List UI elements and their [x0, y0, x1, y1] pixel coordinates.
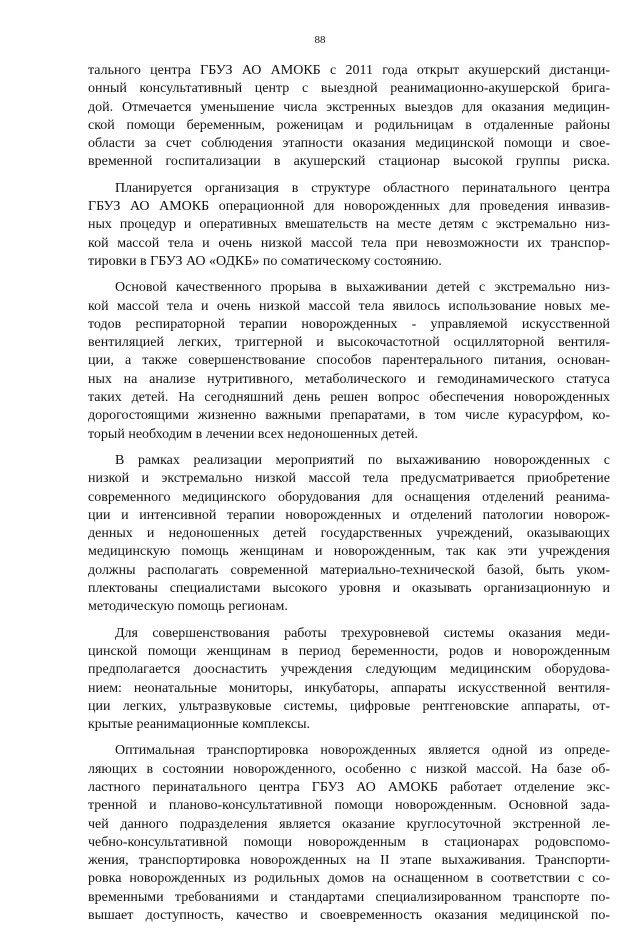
text-line: кой массой тела и очень низкой массой тела явилось использование новых ме-	[88, 298, 610, 314]
text-line: плектованы специалистами высокого уровня и оказывать организационную и	[88, 581, 610, 597]
text-line: дой. Отмечается уменьшение числа экстренных выездов для оказания медицин-	[88, 99, 610, 115]
page-number: 88	[314, 34, 326, 46]
text-line: Планируется организация в структуре областного перинатального центра	[115, 180, 610, 196]
text-line: тировки в ГБУЗ АО «ОДКБ» по соматическому состоянию.	[88, 253, 442, 269]
text-line: тального центра ГБУЗ АО АМОКБ с 2011 года открыт акушерский дистанци-	[88, 63, 610, 78]
paragraph	[88, 625, 610, 735]
text-line: ровка новорожденных из родильных домов на оснащенном в соответствии с со-	[88, 871, 610, 887]
paragraph	[88, 452, 610, 617]
text-line: чебно-консультативной помощи новорожденным в стационарах родовспомо-	[88, 834, 610, 850]
text-line: ляющих в состоянии новорожденного, особенно с низкой массой. На базе об-	[88, 761, 610, 777]
text-line: предполагается дооснастить учреждения следующим медицинским оборудова-	[88, 662, 610, 678]
text-line: тренной и планово-консультативной помощи новорожденным. Основной зада-	[88, 798, 610, 814]
text-line: медицинскую помощь женщинам и новорожденным, так как эти учреждения	[88, 544, 610, 560]
text-line: В рамках реализации мероприятий по выхаживанию новорожденных с	[115, 452, 610, 468]
text-line: области за счет соблюдения этапности оказания медицинской помощи и свое-	[88, 136, 610, 152]
text-line: ных процедур и оперативных вмешательств на месте детям с экстремально низ-	[88, 217, 610, 233]
text-line: ской помощи беременным, роженицам и родильницам в отдаленные районы	[88, 117, 610, 133]
text-line: ции легких, ультразвуковые системы, цифровые рентгеновские аппараты, от-	[88, 698, 610, 714]
paragraph	[88, 742, 610, 925]
text-line: временной госпитализации в акушерский стационар высокой группы риска.	[88, 154, 610, 170]
text-line: ции, а также совершенствование способов парентерального питания, основан-	[88, 353, 610, 369]
paragraph	[88, 62, 610, 172]
text-line: ных на анализе нутритивного, метаболического и гемодинамического статуса	[88, 371, 610, 387]
text-line: Для совершенствования работы трехуровневой системы оказания меди-	[115, 625, 610, 641]
text-line: дорогостоящими жизненно важными препаратами, в том числе курасурфом, ко-	[88, 408, 610, 424]
text-line: тодов респираторной терапии новорожденных - управляемой искусственной	[88, 316, 610, 332]
text-line: ГБУЗ АО АМОКБ операционной для новорожденных для проведения инвазив-	[88, 199, 610, 215]
text-line: Основой качественного прорыва в выхаживании детей с экстремально низ-	[115, 280, 610, 296]
paragraph	[88, 279, 610, 444]
text-line: современного медицинского оборудования для оснащения отделений реанима-	[88, 489, 610, 505]
text-line: должны располагать современной материально-технической базой, быть уком-	[88, 562, 610, 578]
text-line: онный консультативный центр с выездной реанимационно-акушерской брига-	[88, 81, 610, 97]
text-line: вентиляцией легких, триггерной и высокочастотной осцилляторной вентиля-	[88, 335, 610, 351]
text-line: таких детей. На сегодняшний день решен вопрос обеспечения новорожденных	[88, 390, 610, 406]
text-line: вышает доступность, качество и своевременность оказания медицинской по-	[88, 908, 610, 924]
text-line: крытые реанимационные комплексы.	[88, 717, 311, 733]
text-line: временными требованиями и стандартами специализированном транспорте по-	[88, 889, 610, 905]
text-line: цинской помощи женщинам в период беременности, родов и новорожденным	[88, 643, 610, 659]
text-line: чей данного подразделения является оказание круглосуточной экстренной ле-	[88, 816, 610, 832]
text-line: ции и интенсивной терапии новорожденных и отделений патологии новорож-	[88, 507, 610, 523]
body-text	[88, 62, 610, 933]
paragraph	[88, 180, 610, 271]
text-line: ластного перинатального центра ГБУЗ АО АМОКБ работает отделение экс-	[88, 779, 610, 795]
text-line: методическую помощь регионам.	[88, 599, 288, 615]
text-line: денных и недоношенных детей государственных учреждений, оказывающих	[88, 526, 610, 542]
text-line: Оптимальная транспортировка новорожденных является одной из опреде-	[115, 743, 610, 759]
text-line: низкой и экстремально низкой массой тела предусматривается приобретение	[88, 471, 610, 487]
text-line: жения, транспортировка новорожденных на II этапе выхаживания. Транспорти-	[88, 853, 610, 869]
text-line: кой массой тела и очень низкой массой тела при невозможности их транспор-	[88, 235, 610, 251]
text-line: нием: неонатальные мониторы, инкубаторы, аппараты искусственной вентиля-	[88, 680, 610, 696]
text-line: торый необходим в лечении всех недоношенных детей.	[88, 426, 418, 442]
